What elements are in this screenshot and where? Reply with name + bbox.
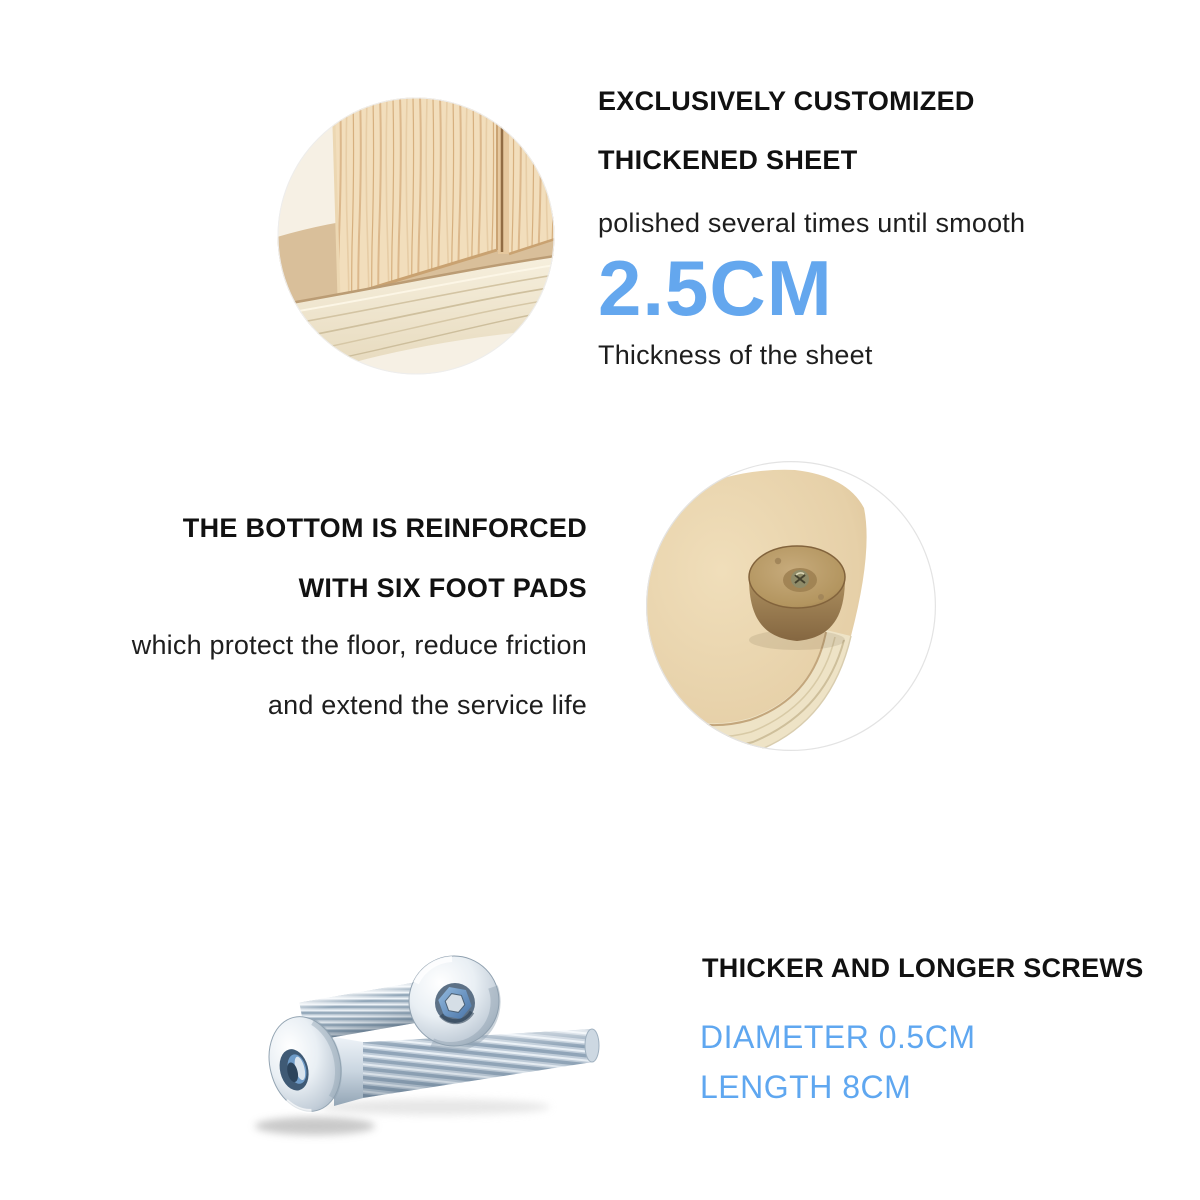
screws-illustration <box>220 925 620 1145</box>
sheet-thickness-value: 2.5CM <box>598 244 833 332</box>
footpads-heading-line1: THE BOTTOM IS REINFORCED <box>182 513 587 543</box>
wood-sheet-corner-illustration <box>277 97 555 375</box>
sheet-heading-line1: EXCLUSIVELY CUSTOMIZED <box>598 86 975 116</box>
wood-sheet-corner-photo <box>277 97 555 375</box>
footpads-body-line2: and extend the service life <box>267 690 587 720</box>
sheet-body-text: polished several times until smooth <box>598 208 1026 238</box>
board-bottom-foot-pad-photo <box>645 460 937 752</box>
screws-spec-length: LENGTH 8CM <box>700 1069 912 1105</box>
sheet-heading-line2: THICKENED SHEET <box>598 145 858 175</box>
foot-pad-illustration <box>645 460 937 752</box>
back-screw-head <box>409 956 499 1047</box>
back-screw-hex-socket <box>435 983 475 1023</box>
footpads-body-line1: which protect the floor, reduce friction <box>131 630 587 660</box>
footpads-heading-line2: WITH SIX FOOT PADS <box>298 573 587 603</box>
sheet-caption: Thickness of the sheet <box>598 340 873 370</box>
two-metal-screws-photo <box>220 925 620 1145</box>
screws-spec-diameter: DIAMETER 0.5CM <box>700 1019 976 1055</box>
front-screw-tip <box>585 1029 599 1062</box>
screws-heading: THICKER AND LONGER SCREWS <box>702 953 1144 983</box>
